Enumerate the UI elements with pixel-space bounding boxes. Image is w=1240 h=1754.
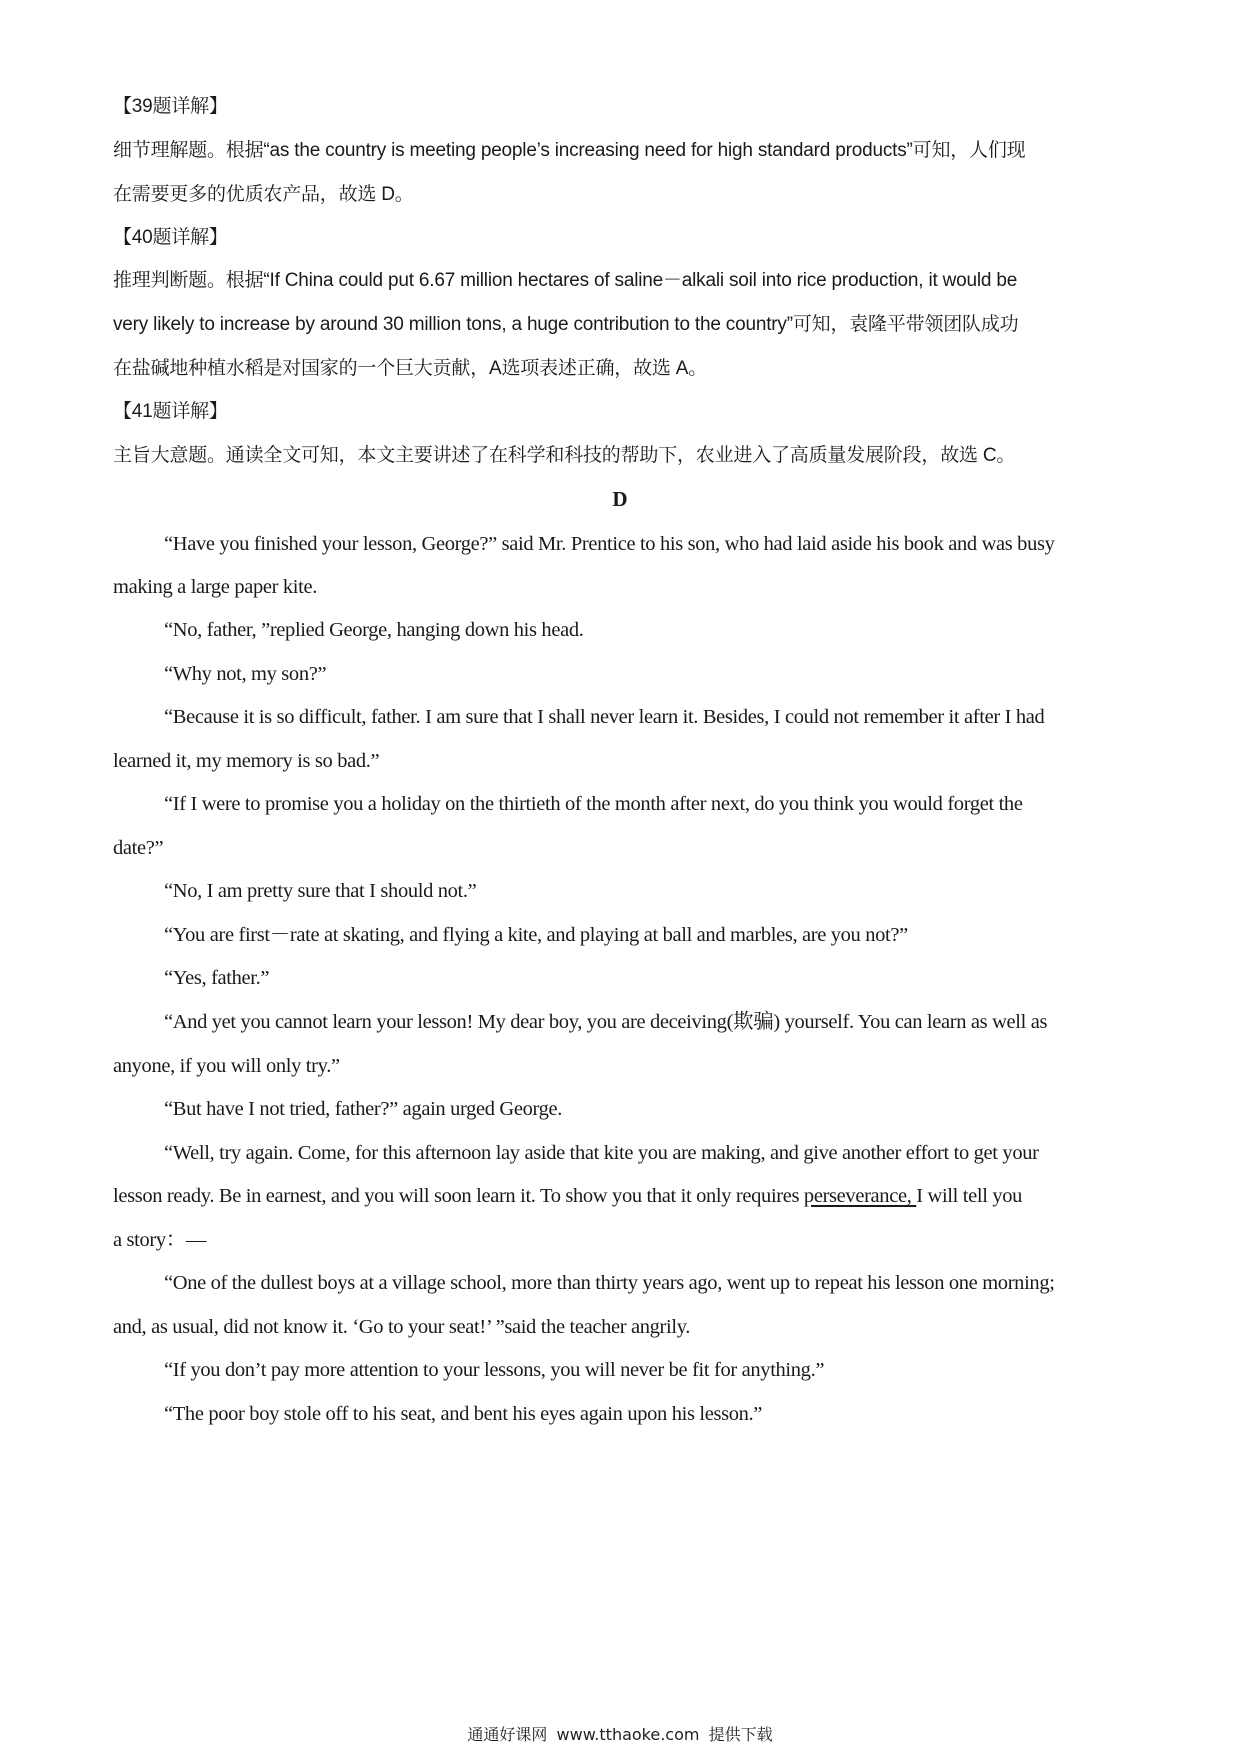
story-line: “And yet you cannot learn your lesson! My dear boy, you are deceiving(欺骗) yourself. You can learn as well as <box>164 1011 1048 1033</box>
explanation-text: very likely to increase by around 30 million tons, a huge contribution to the country”可知，袁隆平带领团队成功 <box>113 314 1019 335</box>
footer-site-name: 通通好课网 <box>467 1725 548 1744</box>
story-line: learned it, my memory is so bad.” <box>113 750 380 772</box>
story-line: “If you don’t pay more attention to your lessons, you will never be fit for anything.” <box>164 1359 825 1381</box>
story-text: I will tell you <box>916 1185 1023 1207</box>
footer-url[interactable]: www.tthaoke.com <box>556 1725 700 1744</box>
story-line: “One of the dullest boys at a village school, more than thirty years ago, went up to repeat his lesson one morning; <box>164 1272 1055 1294</box>
story-line: “Have you finished your lesson, George?” said Mr. Prentice to his son, who had laid aside his book and was busy <box>164 533 1055 555</box>
story-line: “Why not, my son?” <box>164 663 327 685</box>
underlined-word: perseverance, <box>803 1185 917 1207</box>
explanation-text: 主旨大意题。通读全文可知，本文主要讲述了在科学和科技的帮助下，农业进入了高质量发展阶段，故选 C。 <box>113 445 1016 466</box>
story-line: “No, father, ”replied George, hanging down his head. <box>164 619 584 641</box>
story-line <box>113 1183 1133 1209</box>
explanation-heading: 【40题详解】 <box>113 227 228 248</box>
explanation-text: 推理判断题。根据“If China could put 6.67 million hectares of saline－alkali soil into rice production, it would be <box>113 270 1018 291</box>
page-footer <box>0 1722 1240 1745</box>
story-text: lesson ready. Be in earnest, and you will soon learn it. To show you that it only requires <box>113 1185 804 1207</box>
explanation-text: 在需要更多的优质农产品，故选 D。 <box>113 184 414 205</box>
story-line: a story：— <box>113 1229 207 1251</box>
story-line: “No, I am pretty sure that I should not.” <box>164 880 477 902</box>
story-line: anyone, if you will only try.” <box>113 1055 340 1077</box>
section-heading: D <box>612 487 628 511</box>
footer-note: 提供下载 <box>708 1725 773 1744</box>
explanation-heading: 【41题详解】 <box>113 401 228 422</box>
story-line: date?” <box>113 837 164 859</box>
story-line: “Well, try again. Come, for this afternoon lay aside that kite you are making, and give another effort to get your <box>164 1142 1039 1164</box>
story-line: “If I were to promise you a holiday on the thirtieth of the month after next, do you think you would forget the <box>164 793 1023 815</box>
story-line: “You are first－rate at skating, and flying a kite, and playing at ball and marbles, are you not?” <box>164 924 908 946</box>
explanation-heading: 【39题详解】 <box>113 96 228 117</box>
explanation-text: 在盐碱地种植水稻是对国家的一个巨大贡献，A选项表述正确，故选 A。 <box>113 358 708 379</box>
story-line: making a large paper kite. <box>113 576 317 598</box>
explanation-text: 细节理解题。根据“as the country is meeting people’s increasing need for high standard products”可知，人们现 <box>113 140 1026 161</box>
story-line: “Yes, father.” <box>164 967 270 989</box>
story-line: “But have I not tried, father?” again urged George. <box>164 1098 563 1120</box>
story-line: and, as usual, did not know it. ‘Go to your seat!’ ”said the teacher angrily. <box>113 1316 691 1338</box>
story-line: “The poor boy stole off to his seat, and bent his eyes again upon his lesson.” <box>164 1403 763 1425</box>
story-line: “Because it is so difficult, father. I am sure that I shall never learn it. Besides, I could not remember it after I had <box>164 706 1045 728</box>
